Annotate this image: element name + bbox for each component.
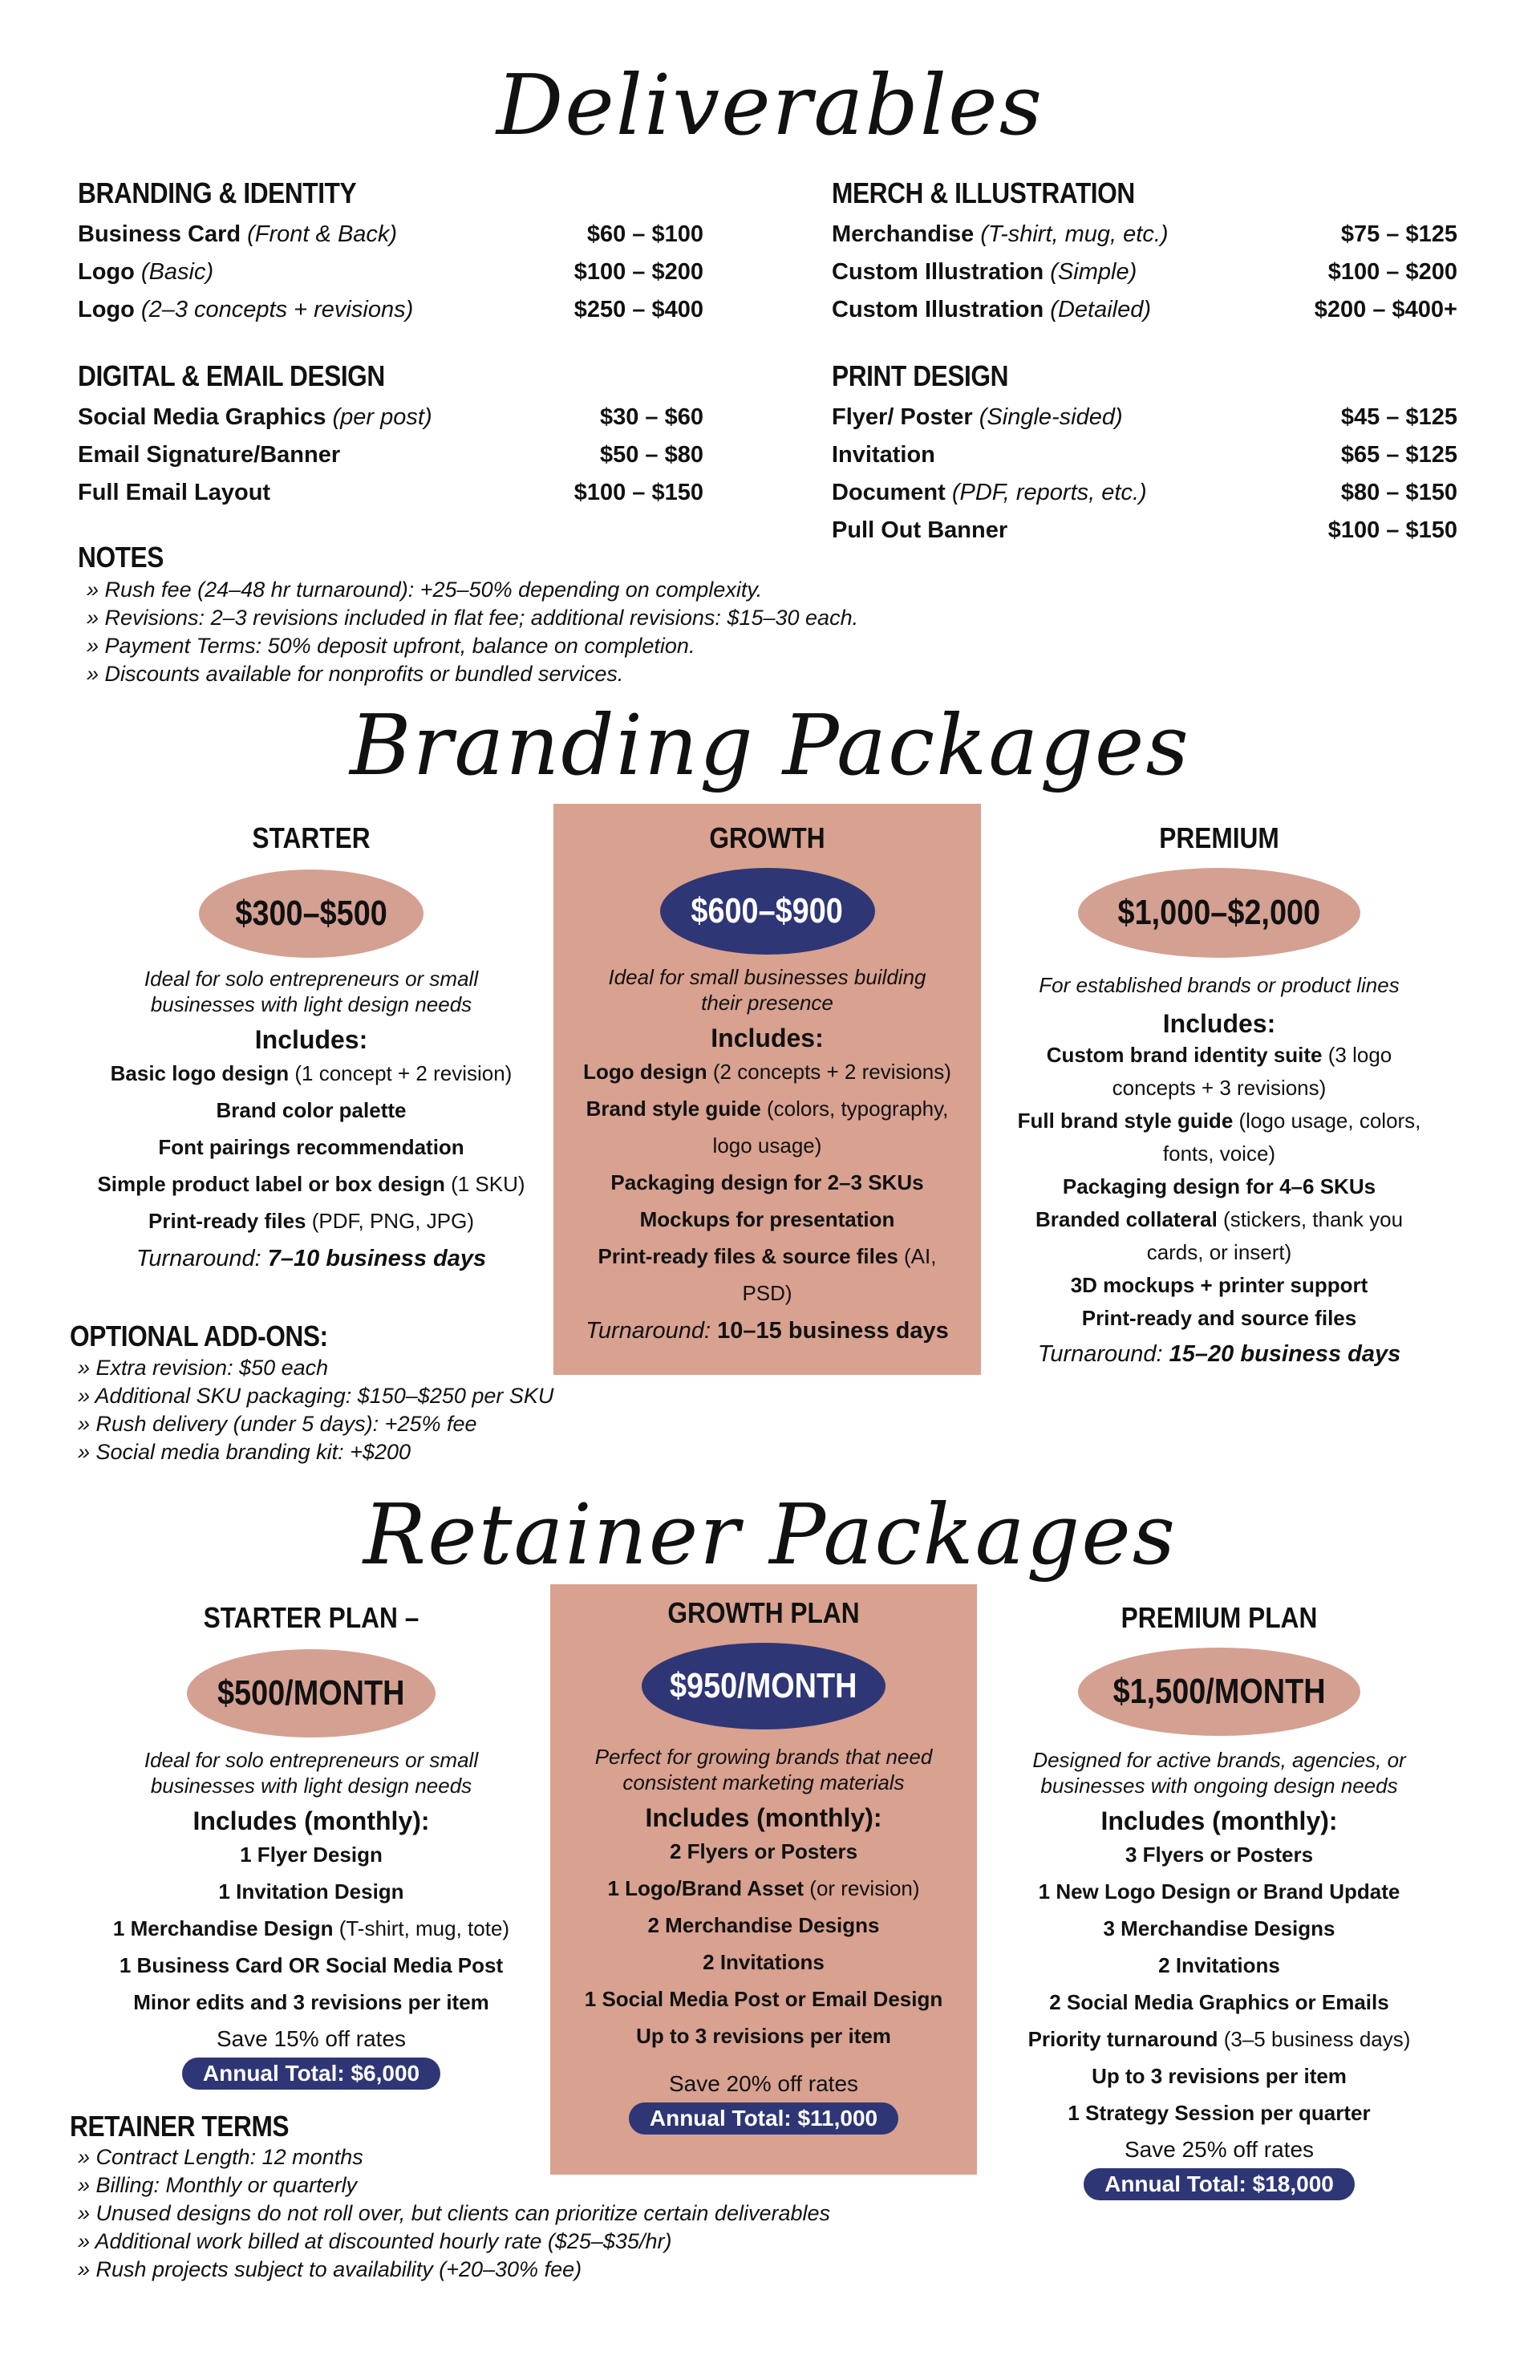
starter-includes: Includes: (254, 1025, 368, 1054)
list-item: cards, or insert) (1146, 1240, 1292, 1264)
growth-plan-price-badge (642, 1643, 886, 1729)
price-row (78, 221, 703, 258)
print-heading: PRINT DESIGN (832, 359, 1009, 392)
price-row (832, 259, 1457, 296)
list-item: 3D mockups + printer support (1070, 1273, 1368, 1297)
growth-price: $600–$900 (691, 891, 844, 931)
premium-plan-price-badge (1078, 1648, 1360, 1736)
addons-heading: OPTIONAL ADD-ONS: (70, 1320, 328, 1352)
list-item: 3 Merchandise Designs (1103, 1916, 1335, 1940)
price-row (832, 442, 1457, 479)
service-name: Custom Illustration (Detailed) (832, 297, 1152, 322)
list-item: 3 Flyers or Posters (1125, 1843, 1314, 1867)
price-row (78, 404, 703, 441)
service-price: $65 – $125 (1340, 442, 1457, 468)
merch-heading: MERCH & ILLUSTRATION (832, 176, 1135, 209)
list-item: PSD) (742, 1281, 792, 1305)
retainer-packages-title: Retainer Packages (363, 1486, 1177, 1583)
list-item: 1 Strategy Session per quarter (1068, 2101, 1371, 2125)
addon-item: » Social media branding kit: +$200 (78, 1440, 411, 1464)
premium-plan-desc: Designed for active brands, agencies, or (1032, 1748, 1406, 1772)
starter-price-badge (199, 870, 424, 958)
list-item: Simple product label or box design (1 SKU) (97, 1172, 525, 1196)
deliverables-title: Deliverables (496, 56, 1044, 154)
growth-desc: their presence (701, 991, 833, 1015)
notes-list (87, 576, 858, 688)
service-price: $45 – $125 (1340, 404, 1457, 430)
premium-price: $1,000–$2,000 (1117, 893, 1321, 932)
list-item: Brand color palette (216, 1098, 407, 1122)
price-row (832, 221, 1457, 258)
list-item: 1 Invitation Design (218, 1879, 404, 1904)
starter-package (64, 821, 558, 1278)
service-name: Invitation (832, 442, 935, 468)
list-item: concepts + 3 revisions) (1112, 1076, 1327, 1100)
branding-packages-title: Branding Packages (350, 696, 1190, 794)
term-item: » Unused designs do not roll over, but clients can prioritize certain deliverables (78, 2201, 831, 2225)
branding-identity-heading: BRANDING & IDENTITY (78, 176, 357, 209)
service-name: Business Card (Front & Back) (78, 221, 398, 247)
price-row (832, 297, 1457, 334)
addons-list (78, 1354, 553, 1466)
growth-plan-list (550, 1833, 977, 2054)
term-item: » Rush projects subject to availability (+20–30% fee) (78, 2257, 582, 2281)
list-item: Packaging design for 4–6 SKUs (1062, 1174, 1376, 1198)
price-row (832, 404, 1457, 441)
service-price: $75 – $125 (1340, 221, 1457, 247)
notes-heading: NOTES (78, 541, 164, 574)
list-item: Logo design (2 concepts + 2 revisions) (583, 1060, 951, 1084)
premium-plan-list (987, 1836, 1452, 2131)
addon-item: » Additional SKU packaging: $150–$250 per SKU (78, 1384, 554, 1408)
list-item: 1 Logo/Brand Asset (or revision) (607, 1876, 920, 1900)
starter-plan-save: Save 15% off rates (216, 2026, 407, 2051)
price-row (78, 259, 703, 296)
starter-plan-desc: Ideal for solo entrepreneurs or small (144, 1748, 479, 1772)
growth-plan-annual-total: Annual Total: $11,000 (629, 2102, 898, 2135)
premium-plan-annual-total: Annual Total: $18,000 (1084, 2168, 1355, 2200)
digital-email-heading: DIGITAL & EMAIL DESIGN (78, 359, 385, 392)
price-row (832, 517, 1457, 554)
service-price: $80 – $150 (1340, 480, 1457, 505)
growth-plan-desc: consistent marketing materials (622, 1770, 905, 1794)
list-item: 1 Social Media Post or Email Design (584, 1987, 943, 2011)
price-row (78, 480, 703, 517)
list-item: 2 Invitations (703, 1950, 825, 1974)
starter-title: STARTER (252, 821, 371, 854)
list-item: Up to 3 revisions per item (1092, 2064, 1347, 2088)
price-row (78, 442, 703, 479)
list-item: 1 Merchandise Design (T-shirt, mug, tote) (112, 1916, 510, 1940)
list-item: Print-ready and source files (1081, 1306, 1357, 1330)
list-item: Minor edits and 3 revisions per item (133, 1990, 489, 2014)
list-item: 2 Merchandise Designs (647, 1913, 880, 1937)
note-item: » Rush fee (24–48 hr turnaround): +25–50% depending on complexity. (87, 578, 763, 602)
service-price: $50 – $80 (599, 442, 703, 468)
growth-plan (550, 1596, 977, 2135)
service-name: Full Email Layout (78, 480, 271, 505)
growth-includes: Includes: (711, 1024, 824, 1052)
starter-plan-annual-total: Annual Total: $6,000 (182, 2058, 440, 2090)
starter-list (64, 1055, 558, 1239)
addon-item: » Extra revision: $50 each (78, 1356, 329, 1380)
premium-plan (987, 1601, 1452, 2200)
growth-package (553, 821, 981, 1350)
growth-plan-desc: Perfect for growing brands that need (594, 1745, 933, 1769)
retainer-terms-heading: RETAINER TERMS (70, 2110, 290, 2143)
list-item: Brand style guide (colors, typography, (586, 1097, 949, 1121)
premium-plan-title: PREMIUM PLAN (1121, 1601, 1318, 1634)
list-item: fonts, voice) (1162, 1141, 1276, 1166)
list-item: Font pairings recommendation (158, 1135, 464, 1159)
growth-plan-save: Save 20% off rates (668, 2071, 859, 2096)
service-name: Logo (Basic) (78, 259, 214, 285)
price-row (832, 480, 1457, 517)
list-item: Print-ready files (PDF, PNG, JPG) (148, 1209, 474, 1233)
starter-price: $300–$500 (235, 894, 387, 933)
service-price: $100 – $200 (573, 259, 703, 285)
premium-desc: For established brands or product lines (1039, 973, 1400, 997)
starter-plan-price: $500/MONTH (217, 1673, 405, 1713)
list-item: Priority turnaround (3–5 business days) (1027, 2027, 1411, 2051)
premium-package (987, 821, 1452, 1373)
service-price: $100 – $200 (1327, 259, 1457, 285)
service-price: $100 – $150 (573, 480, 703, 505)
starter-plan-list (64, 1836, 558, 2021)
list-item: Custom brand identity suite (3 logo (1046, 1043, 1392, 1067)
service-name: Flyer/ Poster (Single-sided) (832, 404, 1123, 430)
starter-plan-includes: Includes (monthly): (192, 1806, 430, 1835)
list-item: Mockups for presentation (639, 1207, 895, 1231)
starter-desc: Ideal for solo entrepreneurs or small (144, 967, 479, 991)
retainer-terms-list (78, 2143, 830, 2284)
starter-turnaround: Turnaround: 7–10 business days (136, 1246, 487, 1271)
list-item: logo usage) (712, 1133, 822, 1158)
premium-plan-desc: businesses with ongoing design needs (1040, 1774, 1398, 1798)
growth-desc: Ideal for small businesses building (608, 965, 926, 989)
starter-plan-title: STARTER PLAN – (203, 1601, 419, 1634)
premium-price-badge (1078, 868, 1360, 958)
list-item: Branded collateral (stickers, thank you (1035, 1207, 1404, 1231)
service-name: Pull Out Banner (832, 517, 1008, 543)
note-item: » Revisions: 2–3 revisions included in flat fee; additional revisions: $15–30 each. (87, 606, 859, 630)
addon-item: » Rush delivery (under 5 days): +25% fee (78, 1412, 477, 1436)
service-name: Logo (2–3 concepts + revisions) (78, 297, 414, 322)
note-item: » Discounts available for nonprofits or bundled services. (87, 662, 624, 686)
service-name: Document (PDF, reports, etc.) (832, 480, 1147, 505)
list-item: 1 Flyer Design (240, 1843, 383, 1867)
service-price: $30 – $60 (599, 404, 703, 430)
term-item: » Billing: Monthly or quarterly (78, 2173, 358, 2197)
starter-plan-desc: businesses with light design needs (150, 1774, 472, 1798)
premium-includes: Includes: (1162, 1009, 1276, 1038)
list-item: Basic logo design (1 concept + 2 revision) (110, 1061, 513, 1085)
growth-list (553, 1053, 981, 1312)
list-item: 1 New Logo Design or Brand Update (1038, 1879, 1400, 1904)
note-item: » Payment Terms: 50% deposit upfront, balance on completion. (87, 634, 695, 658)
list-item: 2 Invitations (1158, 1953, 1280, 1977)
term-item: » Contract Length: 12 months (78, 2145, 363, 2169)
service-name: Social Media Graphics (per post) (78, 404, 432, 430)
service-price: $100 – $150 (1327, 517, 1457, 543)
growth-plan-title: GROWTH PLAN (667, 1596, 860, 1629)
starter-plan (64, 1601, 558, 2090)
starter-desc: businesses with light design needs (150, 992, 472, 1016)
list-item: Packaging design for 2–3 SKUs (610, 1170, 924, 1194)
service-price: $200 – $400+ (1314, 297, 1457, 322)
price-row (78, 297, 703, 334)
list-item: Up to 3 revisions per item (636, 2024, 891, 2048)
premium-turnaround: Turnaround: 15–20 business days (1037, 1341, 1401, 1367)
list-item: Print-ready files & source files (AI, (598, 1244, 937, 1268)
service-price: $250 – $400 (573, 297, 703, 322)
list-item: 2 Social Media Graphics or Emails (1049, 1990, 1389, 2014)
service-name: Custom Illustration (Simple) (832, 259, 1137, 285)
growth-price-badge (660, 868, 875, 955)
premium-title: PREMIUM (1159, 821, 1279, 854)
service-price: $60 – $100 (586, 221, 703, 247)
service-name: Merchandise (T-shirt, mug, etc.) (832, 221, 1169, 247)
premium-plan-includes: Includes (monthly): (1100, 1806, 1338, 1835)
premium-list (987, 1039, 1452, 1335)
list-item: 1 Business Card OR Social Media Post (119, 1953, 504, 1977)
term-item: » Additional work billed at discounted hourly rate ($25–$35/hr) (78, 2229, 672, 2253)
growth-plan-price: $950/MONTH (670, 1666, 857, 1705)
list-item: Full brand style guide (logo usage, colors, (1017, 1109, 1421, 1133)
growth-title: GROWTH (709, 821, 825, 854)
service-name: Email Signature/Banner (78, 442, 341, 468)
premium-plan-save: Save 25% off rates (1124, 2137, 1315, 2162)
starter-plan-price-badge (187, 1649, 436, 1737)
premium-plan-price: $1,500/MONTH (1112, 1672, 1326, 1711)
list-item: 2 Flyers or Posters (669, 1839, 858, 1863)
growth-plan-includes: Includes (monthly): (645, 1803, 882, 1832)
growth-turnaround: Turnaround: 10–15 business days (586, 1318, 949, 1344)
